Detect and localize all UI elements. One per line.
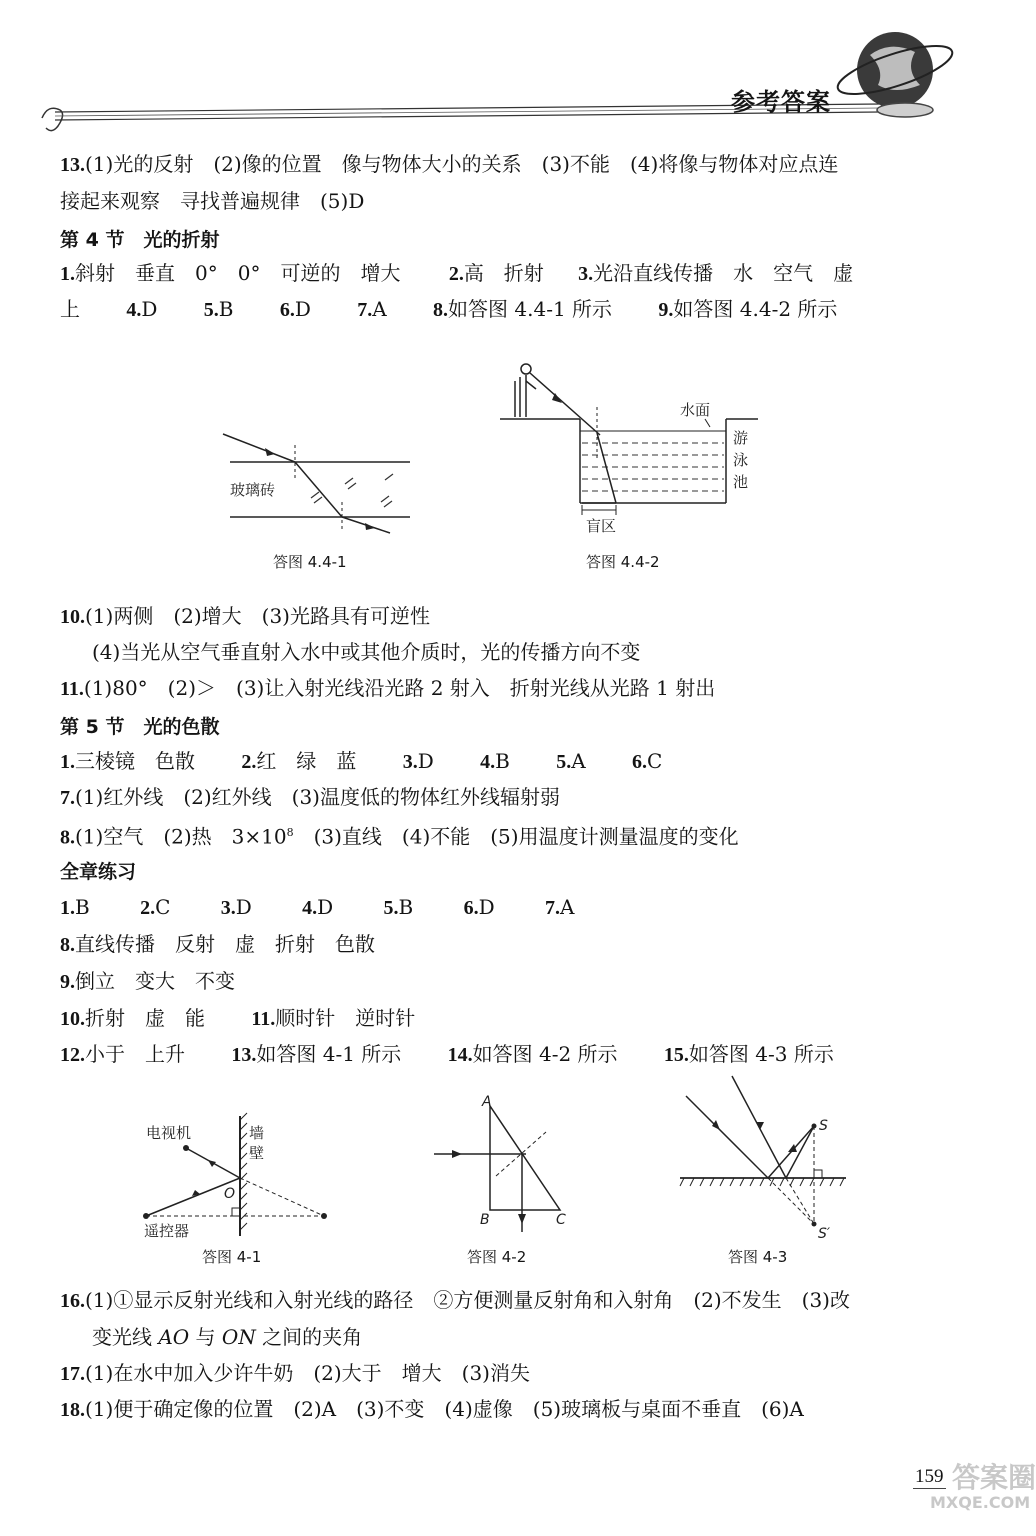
chapter-answer-12-15: 12.小于 上升 13.如答图 4-1 所示 14.如答图 4-2 所示 15.如答图 4-3 所示 [60,1042,834,1066]
header-ornament [0,0,1036,140]
remote-label: 遥控器 [144,1222,190,1240]
figure-4-1 [140,1108,350,1243]
watermark-text-1: 答案圈 [952,1461,1036,1494]
wall-label-1: 墙 [249,1124,265,1142]
pool-label-2: 泳 [733,451,749,469]
section-5-line-1: 1.三棱镜 色散 2.红 绿 蓝 3.D 4.B 5.A 6.C [60,749,663,773]
sight-line [530,373,600,435]
chapter-answer-9: 9.倒立 变大 不变 [60,969,235,993]
figure-4-2 [430,1092,580,1242]
tv-label: 电视机 [146,1124,192,1142]
answer-10-line-1: 10.(1)两侧 (2)增大 (3)光路具有可逆性 [60,604,430,628]
section-5-title: 第 5 节 光的色散 [60,716,220,738]
chapter-answer-18: 18.(1)便于确定像的位置 (2)A (3)不变 (4)虚像 (5)玻璃板与桌面不垂直 (6)A [60,1397,804,1421]
incident-ray [223,434,295,462]
chapter-answer-17: 17.(1)在水中加入少许牛奶 (2)大于 增大 (3)消失 [60,1361,530,1385]
person-icon [515,364,536,417]
answer-10-line-2: (4)当光从空气垂直射入水中或其他介质时，光的传播方向不变 [92,640,641,664]
chapter-answer-16-line-2: 变光线 AO 与 ON 之间的夹角 [92,1325,363,1349]
watermark-logo [930,1461,1036,1512]
refracted-ray [295,462,342,517]
section-4-line-2: 上 4.D 5.B 6.D 7.A 8.如答图 4.4-1 所示 9.如答图 4.4-2 所示 [60,297,838,321]
chapter-exercise-title: 全章练习 [60,861,137,883]
pool-label-3: 池 [733,473,749,491]
chapter-answer-10-11: 10.折射 虚 能 11.顺时针 逆时针 [60,1006,416,1030]
label-s: S [819,1118,828,1134]
ray-1-in [686,1096,768,1178]
figure-4-3 [676,1072,851,1242]
vertex-a: A [482,1094,492,1110]
section-4-line-1: 1.斜射 垂直 0° 0° 可逆的 增大 2.高 折射 3.光沿直线传播 水 空气 虚 [60,261,854,285]
section-4-title: 第 4 节 光的折射 [60,229,220,251]
label-s-prime: S′ [818,1226,831,1242]
answer-13-line-2: 接起来观察 寻找普遍规律 (5)D [60,189,365,213]
watermark-text-2: MXQE.COM [930,1493,1031,1512]
chapter-answer-16-line-1: 16.(1)①显示反射光线和入射光线的路径 ②方便测量反射角和入射角 (2)不发生 (3)改 [60,1288,850,1312]
water-dashes [582,431,724,491]
figure-4-4-2 [500,355,770,540]
wall-label-2: 壁 [249,1144,265,1162]
figure-4-1-caption: 答图 4-1 [202,1248,262,1266]
figure-4-2-caption: 答图 4-2 [467,1248,527,1266]
point-o-label: O [224,1186,236,1202]
section-5-answer-7: 7.(1)红外线 (2)红外线 (3)温度低的物体红外线辐射弱 [60,785,560,809]
hatch-marks [311,474,393,507]
answer-11: 11.(1)80° (2)＞ (3)让入射光线沿光路 2 射入 折射光线从光路 1 射出 [60,676,716,700]
header-title: 参考答案 [731,88,831,116]
figure-4-3-caption: 答图 4-3 [728,1248,788,1266]
water-surface-label: 水面 [680,401,711,419]
section-5-answer-8: 8.(1)空气 (2)热 $3\times 10^8$ (3)直线 (4)不能 (5)用温度计测量温度的变化 [60,824,739,849]
vertex-b: B [480,1212,490,1228]
blind-zone-label: 盲区 [586,517,617,535]
header [0,0,1036,140]
glass-label: 玻璃砖 [230,481,276,499]
vertex-c: C [556,1212,566,1228]
answer-13-line-1: 13.(1)光的反射 (2)像的位置 像与物体大小的关系 (3)不能 (4)将像与物体对应点连 [60,152,839,176]
pool-label-1: 游 [733,429,749,447]
prism [490,1106,560,1210]
figure-4-4-1 [215,420,425,540]
figure-4-4-2-caption: 答图 4.4-2 [586,553,660,571]
chapter-answer-8: 8.直线传播 反射 虚 折射 色散 [60,932,375,956]
chapter-line-1: 1.B 2.C 3.D 4.D 5.B 6.D 7.A [60,895,575,919]
figure-4-4-1-caption: 答图 4.4-1 [273,553,347,571]
page-number: 159 [915,1466,944,1487]
